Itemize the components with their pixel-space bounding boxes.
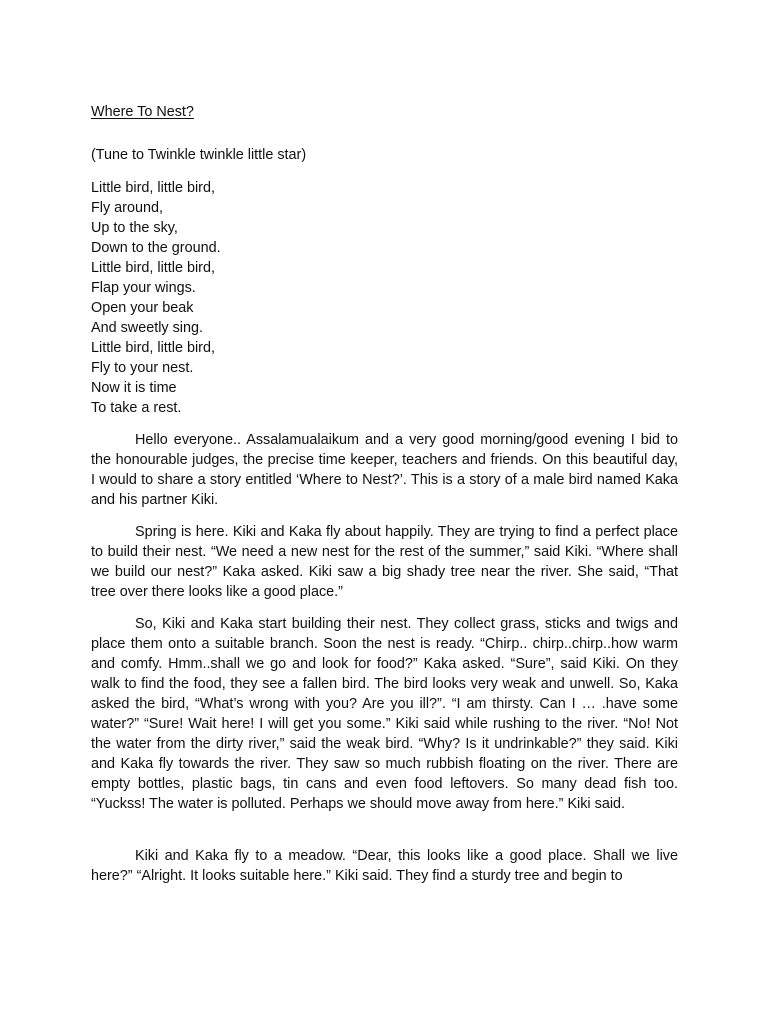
poem-line: To take a rest. xyxy=(91,400,182,416)
song-tune-note: (Tune to Twinkle twinkle little star) xyxy=(91,147,307,163)
poem-line: Little bird, little bird, xyxy=(91,260,215,276)
poem-line: Little bird, little bird, xyxy=(91,340,215,356)
poem-line: Open your beak xyxy=(91,300,194,316)
story-paragraph-spring: Spring is here. Kiki and Kaka fly about happily. They are trying to find a perfect place to build their nest. “We need a new nest for the rest of the summer,” said Kiki. “Where shall we build our nest?” Kaka asked. Kiki saw a big shady tree near the river. She said, “That tree over there looks like a good place.” xyxy=(91,524,678,600)
poem-line: Little bird, little bird, xyxy=(91,180,215,196)
poem-line: Down to the ground. xyxy=(91,240,221,256)
story-paragraph-meadow: Kiki and Kaka fly to a meadow. “Dear, this looks like a good place. Shall we live here?” “Alright. It looks suitable here.” Kiki said. They find a sturdy tree and begin to xyxy=(91,848,678,884)
story-paragraph-river: So, Kiki and Kaka start building their nest. They collect grass, sticks and twigs and place them onto a suitable branch. Soon the nest is ready. “Chirp.. chirp..chirp..how warm and comfy. Hmm..shall we go and look for food?” Kaka asked. “Sure”, said Kiki. On they walk to find the food, they see a fallen bird. The bird looks very weak and unwell. So, Kaka asked the bird, “What’s wrong with you? Are you ill?”. “I am thirsty. Can I … .have some water?” “Sure! Wait here! I will get you some.” Kiki said while rushing to the river. “No! Not the water from the dirty river,” said the weak bird. “Why? Is it undrinkable?” they said. Kiki and Kaka fly towards the river. They saw so much rubbish floating on the river. There are empty bottles, plastic bags, tin cans and even food leftovers. So many dead fish too. “Yuckss! The water is polluted. Perhaps we should move away from here.” Kiki said. xyxy=(91,616,678,812)
poem-line: Flap your wings. xyxy=(91,280,196,296)
poem-line: And sweetly sing. xyxy=(91,320,203,336)
poem xyxy=(91,178,221,418)
poem-line: Now it is time xyxy=(91,380,177,396)
poem-line: Up to the sky, xyxy=(91,220,178,236)
poem-line: Fly around, xyxy=(91,200,163,216)
document-title: Where To Nest? xyxy=(91,104,194,120)
story-paragraph-intro: Hello everyone.. Assalamualaikum and a very good morning/good evening I bid to the honourable judges, the precise time keeper, teachers and friends. On this beautiful day, I would to share a story entitled ‘Where to Nest?’. This is a story of a male bird named Kaka and his partner Kiki. xyxy=(91,432,678,508)
poem-line: Fly to your nest. xyxy=(91,360,194,376)
